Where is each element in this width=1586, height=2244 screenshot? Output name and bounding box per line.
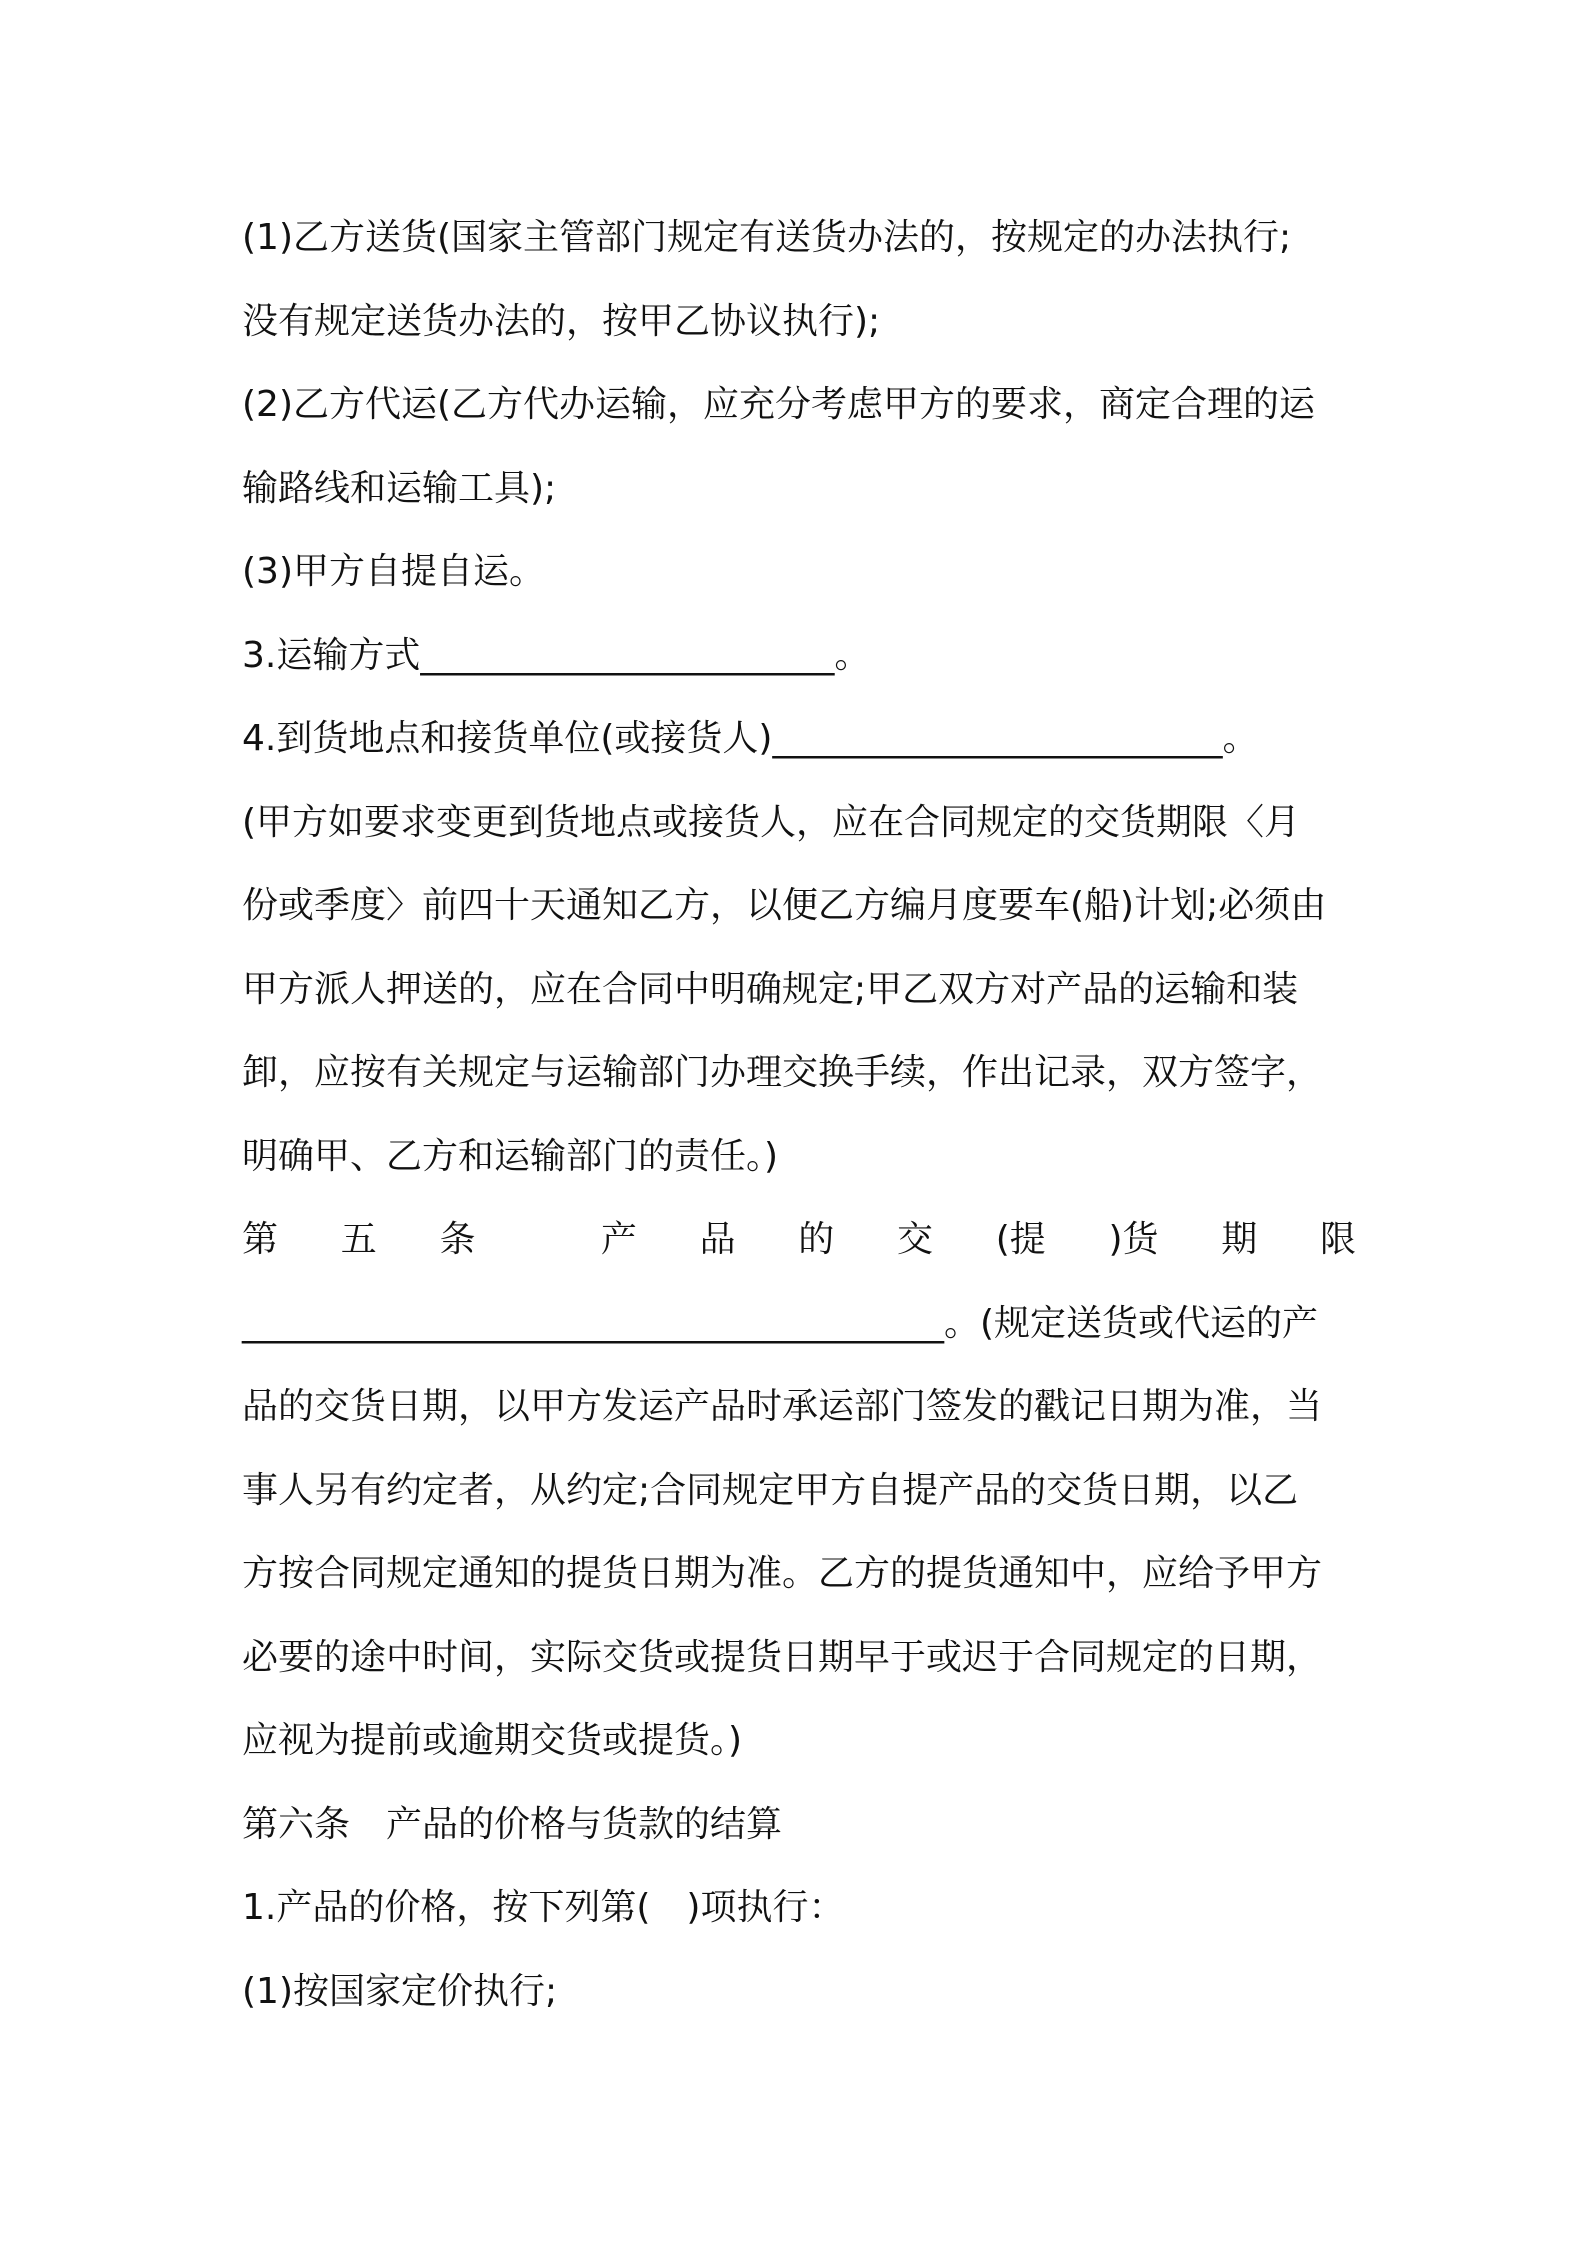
text-line: 3.运输方式_______________________。 (242, 634, 871, 676)
heading-char: 五 (340, 1219, 377, 1260)
heading-char: 期 (1221, 1219, 1258, 1260)
article-6-heading: 第六条 产品的价格与货款的结算 (242, 1803, 783, 1845)
text-line: 没有规定送货办法的，按甲乙协议执行); (242, 300, 881, 342)
text-line: 输路线和运输工具); (242, 467, 557, 509)
text-line: (2)乙方代运(乙方代办运输，应充分考虑甲方的要求，商定合理的运 (242, 384, 1316, 425)
heading-char: 的 (798, 1219, 835, 1260)
text-line: 份或季度〉前四十天通知乙方，以便乙方编月度要车(船)计划;必须由 (242, 885, 1327, 926)
heading-char: 交 (897, 1219, 934, 1260)
text-line: (1)按国家定价执行; (242, 1970, 558, 2012)
heading-char: 限 (1319, 1219, 1356, 1260)
text-line: 品的交货日期，以甲方发运产品时承运部门签发的戳记日期为准，当 (242, 1386, 1323, 1427)
text-line: 4.到货地点和接货单位(或接货人)_________________________。 (242, 718, 1259, 759)
text-line: 方按合同规定通知的提货日期为准。乙方的提货通知中，应给予甲方 (242, 1553, 1323, 1594)
text-line: 卸，应按有关规定与运输部门办理交换手续，作出记录，双方签字， (242, 1052, 1323, 1093)
text-line: 应视为提前或逾期交货或提货。) (242, 1720, 743, 1761)
text-line: _______________________________________。(规定送货或代运的产 (242, 1302, 1319, 1344)
text-line: 必要的途中时间，实际交货或提货日期早于或迟于合同规定的日期， (242, 1636, 1323, 1678)
text-line: (1)乙方送货(国家主管部门规定有送货办法的，按规定的办法执行; (242, 217, 1292, 258)
text-line: (3)甲方自提自运。 (242, 551, 545, 592)
heading-char: 第 (242, 1219, 279, 1260)
text-line: 1.产品的价格，按下列第( )项执行： (242, 1887, 845, 1928)
text-line: 甲方派人押送的，应在合同中明确规定;甲乙双方对产品的运输和装 (242, 968, 1299, 1010)
text-line: 明确甲、乙方和运输部门的责任。) (242, 1135, 779, 1177)
document-page (242, 196, 1356, 2033)
heading-char: 条 (439, 1219, 476, 1260)
text-line: 事人另有约定者，从约定;合同规定甲方自提产品的交货日期，以乙 (242, 1469, 1299, 1511)
text-line: (甲方如要求变更到货地点或接货人，应在合同规定的交货期限〈月 (242, 801, 1301, 843)
heading-char: )货 (1108, 1219, 1159, 1260)
heading-char: (提 (995, 1219, 1046, 1260)
heading-char: 品 (699, 1219, 736, 1260)
heading-char: 产 (600, 1219, 637, 1260)
article-5-heading (242, 1198, 1356, 1282)
